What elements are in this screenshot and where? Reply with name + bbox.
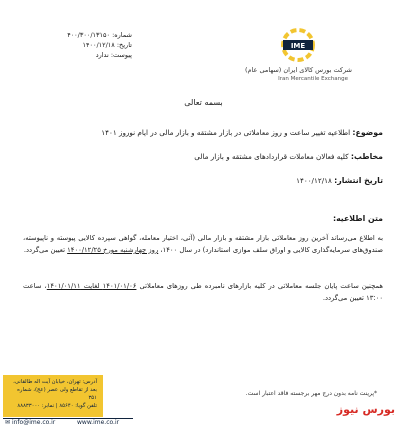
notice-paragraph-2: [23, 280, 383, 304]
company-name-fa: شرکت بورس کالای ایران (سهامی عام): [244, 66, 352, 74]
audience-line: [194, 152, 383, 161]
subject-text: اطلاعیه تغییر ساعت و روز معاملاتی در بازار مشتقه و بازار مالی در ایام نوروز ۱۴۰۱: [101, 128, 351, 137]
paragraph-1-underlined: روز چهارشنبه مورخ ۱۴۰۰/۱۲/۲۵: [67, 246, 159, 254]
audience-text: کلیه فعالان معاملات قراردادهای مشتقه و بازار مالی: [194, 152, 349, 161]
publish-date-text: ۱۴۰۰/۱۲/۱۸: [296, 176, 332, 185]
letter-attachment: پیوست: ندارد: [95, 51, 132, 59]
footer-address-line-2: بعد از تقاطع ولی عصر (عج)، شماره ۳۵۱: [17, 387, 97, 401]
ime-logo-icon: [276, 28, 320, 62]
footer-email[interactable]: info@ime.co.ir: [11, 419, 56, 426]
watermark-logo: بورس نیوز: [336, 403, 395, 416]
audience-label: مخاطب:: [350, 152, 383, 161]
paragraph-2-underlined: ۱۴۰۱/۰۱/۰۶ لغایت ۱۴۰۱/۰۱/۱۱: [46, 282, 137, 290]
paragraph-2-text-b: ، ساعت ۱۳:۰۰ تعیین می‌گردد.: [23, 282, 383, 302]
company-name-en: Iran Mercantile Exchange: [278, 76, 348, 82]
footer-contact: [5, 419, 135, 426]
notice-title: متن اطلاعیه:: [332, 214, 383, 223]
email-icon: ✉: [5, 419, 11, 426]
footnote: *پرینت نامه بدون درج مهر برجسته فاقد اعتبار است.: [245, 390, 377, 397]
company-logo: [242, 28, 352, 88]
footer-address-box: [3, 375, 103, 417]
paragraph-1-text-a: به اطلاع می‌رساند آخرین روز معاملاتی بازار مشتقه و بازار مالی (آتی، اختیار معامله، گواهی سپرده کالایی پیوسته و ناپیوسته، صندوق‌های سرمایه‌گذاری کالایی و اوراق سلف موازی استاندارد) در سال ۱۴۰۰،: [23, 234, 383, 254]
letter-number: شماره: ۴۰۰/۳۰۰/۱۳۱۵۰: [67, 31, 132, 39]
logo-mark-text: IME: [290, 42, 306, 50]
footer-website[interactable]: www.ime.co.ir: [77, 419, 120, 426]
notice-paragraph-1: [23, 232, 383, 256]
paragraph-1-text-b: تعیین می‌گردد.: [23, 246, 68, 254]
basmala: بسمه تعالی: [184, 98, 223, 107]
letter-meta: [52, 30, 132, 60]
publish-date-label: تاریخ انتشار:: [334, 176, 383, 185]
publish-date-line: [296, 176, 383, 185]
footer-phone: تلفن گویا: ۸۵۶۴۰ | نمابر: ۸۸۸۳۳۰۰۰: [17, 403, 97, 409]
notice-title-line: [333, 214, 383, 223]
subject-line: [101, 128, 383, 137]
letter-date: تاریخ: ۱۴۰۰/۱۲/۱۸: [82, 41, 132, 49]
subject-label: موضوع:: [352, 128, 383, 137]
footer-address-line-1: آدرس: تهران، خیابان آیت اله طالقانی،: [13, 379, 97, 385]
paragraph-2-text-a: همچنین ساعت پایان جلسه معاملاتی در کلیه بازارهای نامبرده طی روزهای معاملاتی: [136, 282, 384, 290]
